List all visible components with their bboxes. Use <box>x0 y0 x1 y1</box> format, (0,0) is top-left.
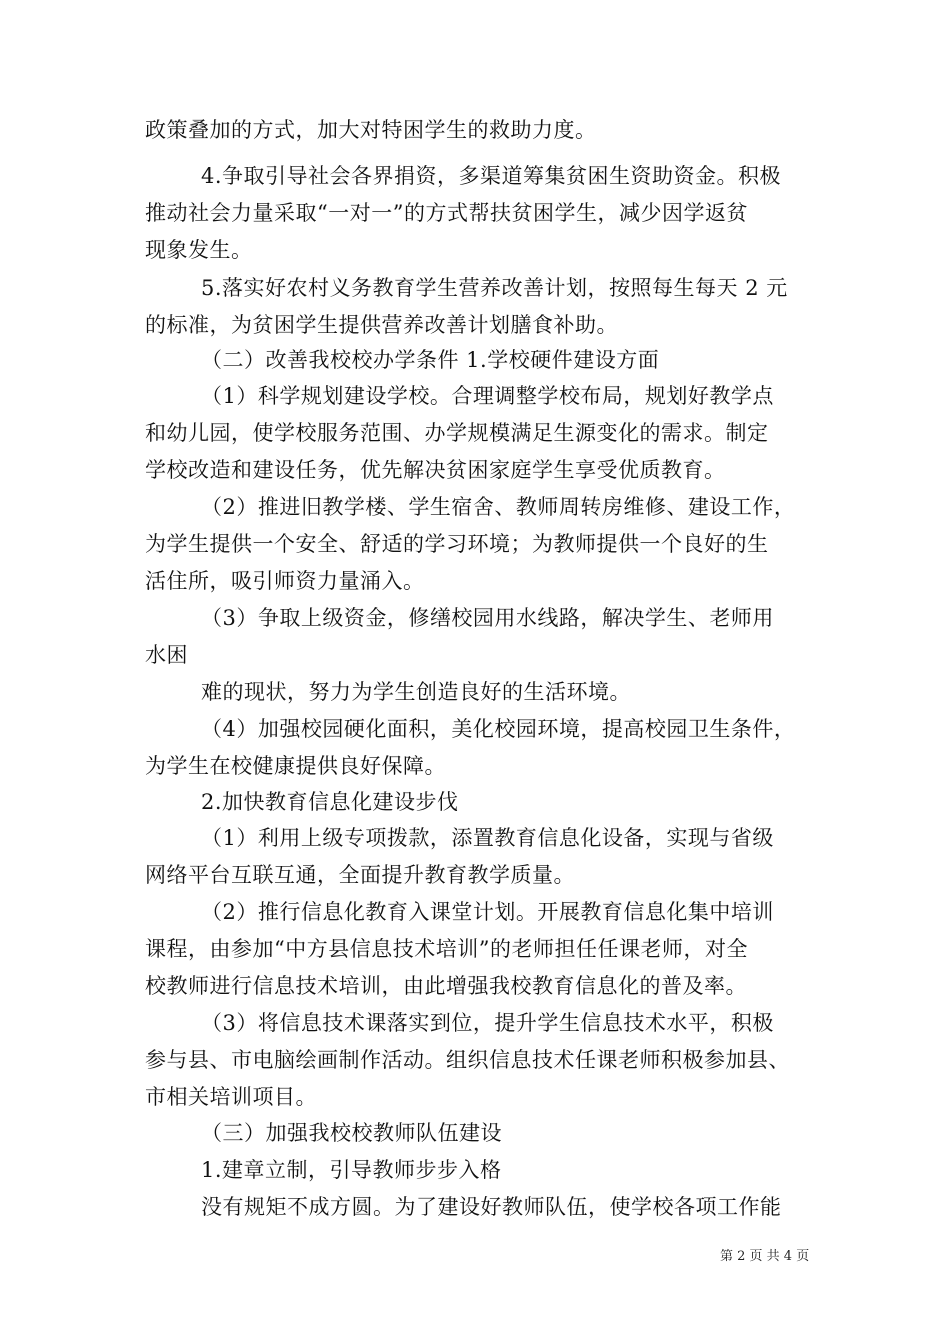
text-line: 水困 <box>145 643 188 667</box>
text-line: 网络平台互联互通，全面提升教育教学质量。 <box>145 863 575 887</box>
section-heading: 1.建章立制，引导教师步步入格 <box>201 1158 502 1182</box>
text-line: 推动社会力量采取“一对一”的方式帮扶贫困学生，减少因学返贫 <box>145 201 748 225</box>
text-line: （1）利用上级专项拨款，添置教育信息化设备，实现与省级 <box>201 826 774 850</box>
text-line: 难的现状，努力为学生创造良好的生活环境。 <box>201 680 631 704</box>
text-line: （2）推行信息化教育入课堂计划。开展教育信息化集中培训 <box>201 900 774 924</box>
section-heading: 2.加快教育信息化建设步伐 <box>201 790 459 814</box>
text-line: 为学生在校健康提供良好保障。 <box>145 754 446 778</box>
text-line: （3）争取上级资金，修缮校园用水线路，解决学生、老师用 <box>201 606 774 630</box>
page-number: 第 2 页 共 4 页 <box>720 1249 810 1264</box>
text-line: 校教师进行信息技术培训，由此增强我校教育信息化的普及率。 <box>145 974 747 998</box>
section-heading: （二）改善我校校办学条件 1.学校硬件建设方面 <box>201 348 660 372</box>
text-line: 现象发生。 <box>145 238 253 262</box>
text-line: 4.争取引导社会各界捐资，多渠道筹集贫困生资助资金。积极 <box>201 164 782 188</box>
text-line: 课程，由参加“中方县信息技术培训”的老师担任任课老师，对全 <box>145 937 748 961</box>
text-line: 市相关培训项目。 <box>145 1085 317 1109</box>
text-line: 活住所，吸引师资力量涌入。 <box>145 569 425 593</box>
text-line: 政策叠加的方式，加大对特困学生的救助力度。 <box>145 118 597 142</box>
text-line: 的标准，为贫困学生提供营养改善计划膳食补助。 <box>145 313 618 337</box>
section-heading: （三）加强我校校教师队伍建设 <box>201 1121 502 1145</box>
text-line: 和幼儿园，使学校服务范围、办学规模满足生源变化的需求。制定 <box>145 421 769 445</box>
text-line: 参与县、市电脑绘画制作活动。组织信息技术任课老师积极参加县、 <box>145 1048 790 1072</box>
text-line: （3）将信息技术课落实到位，提升学生信息技术水平，积极 <box>201 1011 774 1035</box>
text-line: 学校改造和建设任务，优先解决贫困家庭学生享受优质教育。 <box>145 458 726 482</box>
text-line: （4）加强校园硬化面积，美化校园环境，提高校园卫生条件， <box>201 717 796 741</box>
text-line: 没有规矩不成方圆。为了建设好教师队伍，使学校各项工作能 <box>201 1195 782 1219</box>
text-line: （2）推进旧教学楼、学生宿舍、教师周转房维修、建设工作， <box>201 495 796 519</box>
text-line: （1）科学规划建设学校。合理调整学校布局，规划好教学点 <box>201 384 774 408</box>
text-line: 为学生提供一个安全、舒适的学习环境；为教师提供一个良好的生 <box>145 532 769 556</box>
text-line: 5.落实好农村义务教育学生营养改善计划，按照每生每天 2 元 <box>201 276 788 300</box>
